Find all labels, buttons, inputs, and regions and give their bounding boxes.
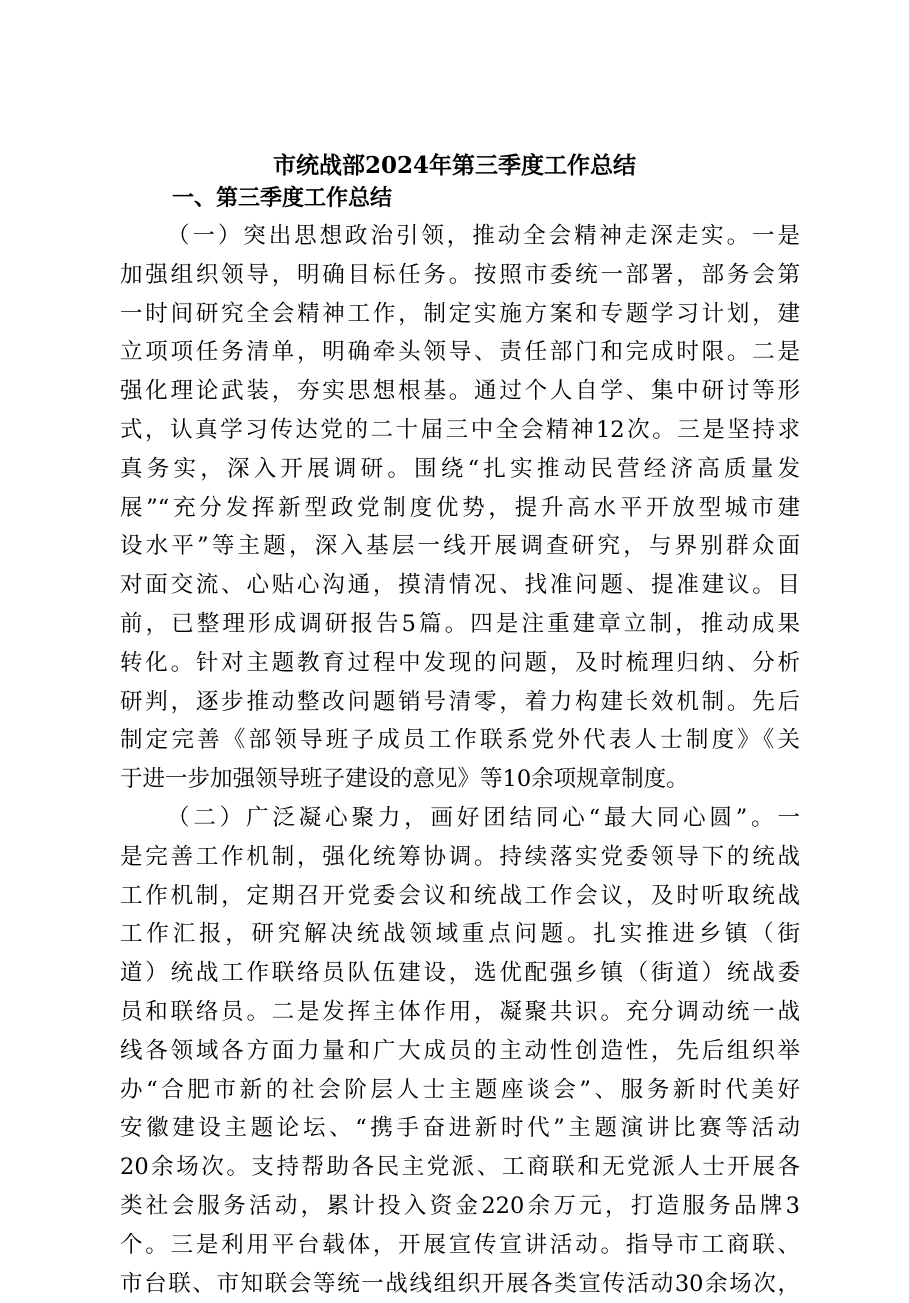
text-line: 制定完善《部领导班子成员工作联系党外代表人士制度》《关 <box>120 727 800 754</box>
text-line: 类社会服务活动，累计投入资金220余万元，打造服务品牌3 <box>120 1192 800 1219</box>
text-line: 工作机制，定期召开党委会议和统战工作会议，及时听取统战 <box>120 882 800 909</box>
text-line: 研判，逐步推动整改问题销号清零，着力构建长效机制。先后 <box>120 688 800 715</box>
text-line: 加强组织领导，明确目标任务。按照市委统一部署，部务会第 <box>120 261 800 288</box>
text-line: 前，已整理形成调研报告5篇。四是注重建章立制，推动成果 <box>120 610 800 637</box>
text-line: 转化。针对主题教育过程中发现的问题，及时梳理归纳、分析 <box>120 649 800 676</box>
text-line: 于进一步加强领导班子建设的意见》等10余项规章制度。 <box>120 766 689 793</box>
text-line: （一）突出思想政治引领，推动全会精神走深走实。一是 <box>167 223 800 249</box>
text-line: 个。三是利用平台载体，开展宣传宣讲活动。指导市工商联、 <box>120 1231 800 1258</box>
section-heading: 一、第三季度工作总结 <box>172 186 393 211</box>
text-line: 是完善工作机制，强化统筹协调。持续落实党委领导下的统战 <box>120 843 800 870</box>
text-line: 展”“充分发挥新型政党制度优势，提升高水平开放型城市建 <box>120 494 800 521</box>
text-line: （二）广泛凝心聚力，画好团结同心“最大同心圆”。一 <box>167 804 800 831</box>
text-line: 工作汇报，研究解决统战领域重点问题。扎实推进乡镇（街 <box>120 921 800 948</box>
text-line: 线各领域各方面力量和广大成员的主动性创造性，先后组织举 <box>120 1037 800 1064</box>
text-line: 20余场次。支持帮助各民主党派、工商联和无党派人士开展各 <box>120 1154 800 1181</box>
text-line: 员和联络员。二是发挥主体作用，凝聚共识。充分调动统一战 <box>120 998 800 1025</box>
text-line: 强化理论武装，夯实思想根基。通过个人自学、集中研讨等形 <box>120 378 800 405</box>
text-line: 真务实，深入开展调研。围绕“扎实推动民营经济高质量发 <box>120 455 800 482</box>
text-line: 市台联、市知联会等统一战线组织开展各类宣传活动30余场次， <box>120 1270 800 1297</box>
text-line: 安徽建设主题论坛、“携手奋进新时代”主题演讲比赛等活动 <box>120 1115 800 1142</box>
text-line: 对面交流、心贴心沟通，摸清情况、找准问题、提准建议。目 <box>120 572 800 599</box>
text-line: 一时间研究全会精神工作，制定实施方案和专题学习计划，建 <box>120 300 800 327</box>
text-line: 设水平”等主题，深入基层一线开展调查研究，与界别群众面 <box>120 533 800 560</box>
body-text <box>120 217 800 1303</box>
text-line: 立项项任务清单，明确牵头领导、责任部门和完成时限。二是 <box>120 339 800 366</box>
text-line: 式，认真学习传达党的二十届三中全会精神12次。三是坚持求 <box>120 416 800 443</box>
text-line: 道）统战工作联络员队伍建设，选优配强乡镇（街道）统战委 <box>120 960 800 987</box>
document-title: 市统战部2024年第三季度工作总结 <box>272 152 636 179</box>
text-line: 办“合肥市新的社会阶层人士主题座谈会”、服务新时代美好 <box>120 1076 800 1103</box>
